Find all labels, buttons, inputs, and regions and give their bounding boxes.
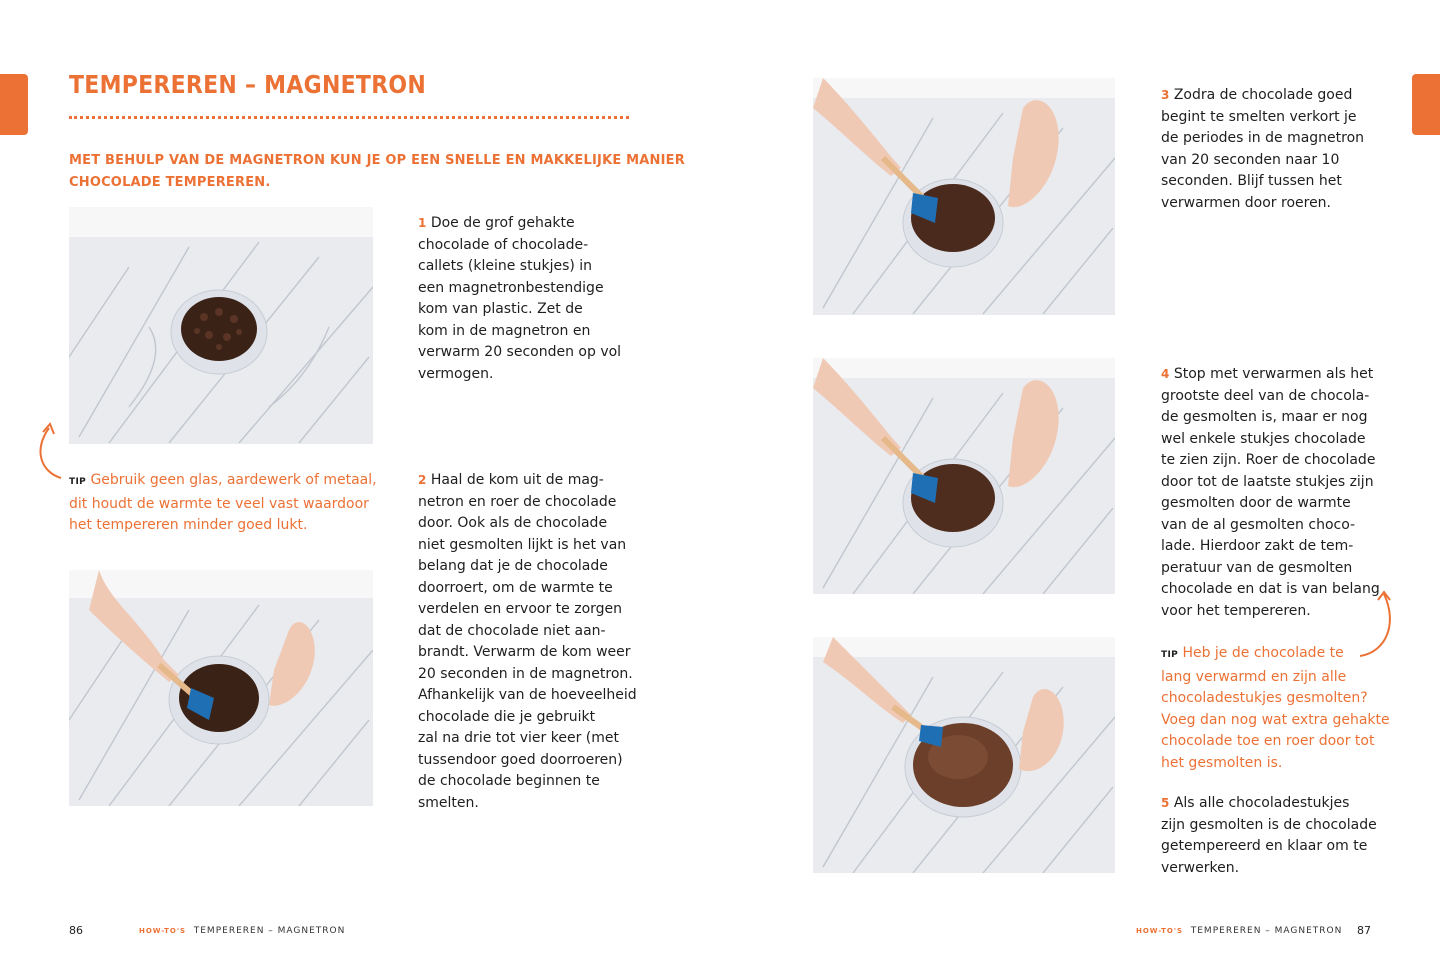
right-thumb-tab [1412,74,1440,135]
tip-left: TIP Gebruik geen glas, aardewerk of metaal, dit houdt de warmte te veel vast waardoor het tempereren minder goed lukt. [69,472,377,533]
curved-arrow-icon [33,420,63,482]
photo-mostly-melted [813,358,1115,594]
left-thumb-tab [0,74,28,135]
photo-stirring-chips [69,570,373,806]
step-1: 1 Doe de grof gehakte chocolade of chocolade- callets (kleine stukjes) in een magnetronbestendige kom van plastic. Zet de kom in de magnetron en verwarm 20 seconden op vol vermogen. [418,215,622,382]
step-number: 4 [1161,367,1170,381]
photo-fully-melted [813,637,1115,873]
step-2: 2 Haal de kom uit de mag- netron en roer de chocolade door. Ook als de chocolade niet gesmolten lijkt is het van belang dat je de chocolade doorroert, om de warmte te verdelen en ervoor te zorgen dat de chocolade niet aan- brandt. Verwarm de kom weer 20 seconden in de magnetron. Afhankelijk van de hoeveelheid chocolade die je gebruikt zal na drie tot vier keer (met tussendoor goed doorroeren) de chocolade beginnen te smelten. [418,472,637,811]
step-number: 3 [1161,88,1170,102]
intro-text: MET BEHULP VAN DE MAGNETRON KUN JE OP EEN SNELLE EN MAKKELIJKE MANIER CHOCOLADE TEMPEREREN. [69,153,685,190]
step-5: 5 Als alle chocoladestukjes zijn gesmolten is de chocolade getempereerd en klaar om te verwerken. [1161,795,1377,876]
step-3: 3 Zodra de chocolade goed begint te smelten verkort je de periodes in de magnetron van 20 seconden naar 10 seconden. Blijf tussen het verwarmen door roeren. [1161,87,1365,211]
step-number: 5 [1161,796,1170,810]
page-number: 86 [69,924,83,937]
tip-label: TIP [69,477,86,487]
running-footer: HOW-TO'S TEMPEREREN – MAGNETRON [139,926,346,936]
step-4: 4 Stop met verwarmen als het grootste deel van de chocola- de gesmolten is, maar er nog wel enkele stukjes chocolade te zien zijn. Roer de chocolade door tot de laatste stukjes zijn gesmolten door de warmte van de al gesmolten choco- lade. Hierdoor zakt de tem- peratuur van de gesmolten chocolade en dat is van belang voor het tempereren. [1161,366,1380,619]
dotted-divider [69,116,629,119]
running-footer: HOW-TO'S TEMPEREREN – MAGNETRON [1136,926,1343,936]
step-number: 1 [418,216,427,230]
page-title: TEMPEREREN – MAGNETRON [69,70,427,99]
step-number: 2 [418,473,427,487]
tip-right: TIP Heb je de chocolade te lang verwarmd en zijn alle chocoladestukjes gesmolten? Voeg dan nog wat extra gehakte chocolade toe en roer door tot het gesmolten is. [1161,645,1390,771]
tip-label: TIP [1161,650,1178,660]
photo-chocolate-chips-bowl [69,207,373,444]
page-number: 87 [1357,924,1371,937]
photo-melting-stir [813,78,1115,315]
